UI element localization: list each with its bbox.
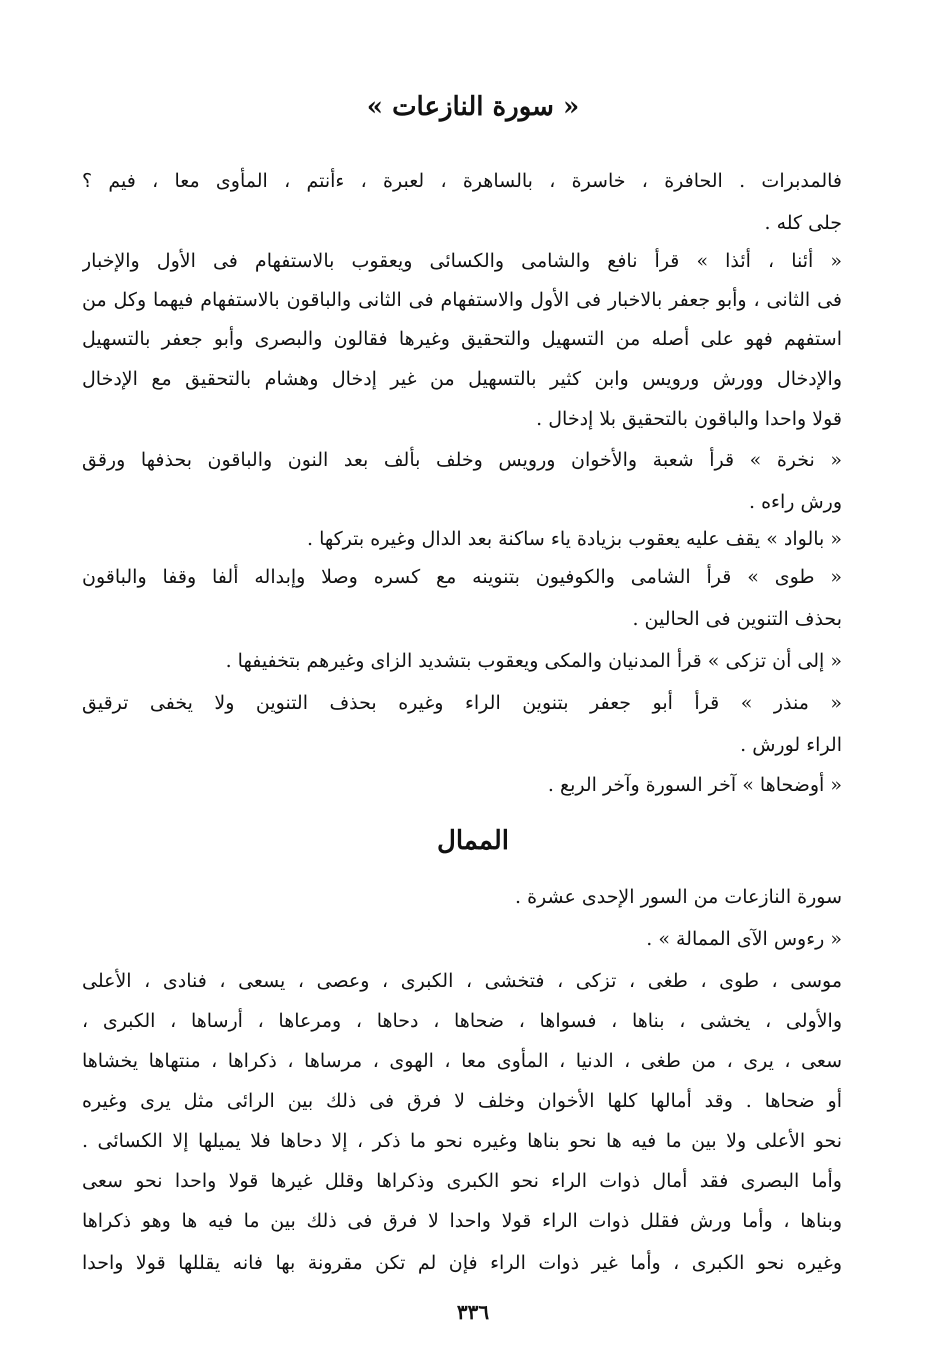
page-number: ٣٣٦: [456, 1300, 490, 1324]
text-line-9: ورش راءه .: [748, 491, 842, 513]
text-line-2: جلى كله .: [764, 212, 842, 234]
text-line-6: والإدخال وورش ورويس وابن كثير بالتسهيل من غير إدخال وهشام بالتحقيق مع الإدخال: [82, 368, 842, 390]
text-line-11: « طوى » قرأ الشامى والكوفيون بتنوينه مع كسره وصلا وإبداله ألفا وقفا والباقون: [82, 566, 842, 588]
text-line-1: فالمدبرات . الحافرة ، خاسرة ، بالساهرة ، لعبرة ، ءأنتم ، المأوى معا ، فيم ؟: [82, 170, 842, 192]
text-line-17: سورة النازعات من السور الإحدى عشرة .: [515, 886, 842, 908]
text-line-22: أو ضحاها . وقد أمالها كلها الأخوان وخلف لا فرق فى ذلك بين الرائى مثل يرى وغيره: [82, 1090, 842, 1112]
text-line-8: « نخرة » قرأ شعبة والأخوان ورويس وخلف بألف بعد النون والباقون بحذفها ورقق: [82, 449, 842, 471]
text-line-19: موسى ، طوى ، طغى ، تزكى ، فتخشى ، الكبرى ، وعصى ، يسعى ، فنادى ، الأعلى: [82, 970, 842, 992]
text-line-23: نحو الأعلى ولا بين ما فيه ها نحو بناها وغيره نحو ما ذكر ، إلا دحاها فلا يميلها إلا الكسائى .: [82, 1130, 842, 1152]
text-line-5: استفهم فهو على أصله من التسهيل والتحقيق وغيرها فقالون والبصرى وأبو جعفر بالتسهيل: [82, 328, 842, 350]
text-line-14: « منذر » قرأ أبو جعفر بتنوين الراء وغيره بحذف التنوين ولا يخفى ترقيق: [82, 692, 842, 714]
text-line-18: « رءوس الآى الممالة » .: [646, 928, 842, 950]
surah-title: « سورة النازعات »: [366, 92, 580, 122]
text-line-10: « بالواد » يقف عليه يعقوب بزيادة ياء ساكنة بعد الدال وغيره بتركها .: [307, 528, 842, 550]
text-line-4: فى الثانى ، وأبو جعفر بالاخبار فى الأول والاستفهام فى الثانى والباقون بالاستفهام فيهما وكل من: [82, 289, 842, 311]
text-line-3: « أئنا ، أئذا » قرأ نافع والشامى والكسائى ويعقوب بالاستفهام فى الأول والإخبار: [82, 250, 842, 272]
text-line-16: « أوضحاها » آخر السورة وآخر الربع .: [547, 774, 842, 796]
text-line-26: وغيره نحو الكبرى ، وأما غير ذوات الراء فإن لم تكن مقرونة بها فانه يقللها قولا واحدا: [82, 1252, 842, 1274]
text-line-24: وأما البصرى فقد أمال ذوات الراء نحو الكبرى وذكراها وقلل غيرها قولا واحدا نحو سعى: [82, 1170, 842, 1192]
text-line-15: الراء لورش .: [740, 734, 842, 756]
section-heading-mumal: الممال: [436, 826, 510, 856]
text-line-20: والأولى ، يخشى ، بناها ، فسواها ، ضحاها ، دحاها ، ومرعاها ، أرساها ، الكبرى ،: [82, 1010, 842, 1032]
text-line-7: قولا واحدا والباقون بالتحقيق بلا إدخال .: [536, 408, 842, 430]
text-line-13: « إلى أن تزكى » قرأ المدنيان والمكى ويعقوب بتشديد الزاى وغيرهم بتخفيفها .: [225, 650, 842, 672]
text-line-21: سعى ، يرى ، من طغى ، الدنيا ، المأوى معا ، الهوى ، مرساها ، ذكراها ، منتهاها يخشاها: [82, 1050, 842, 1072]
text-line-25: وبناها ، وأما ورش فقلل ذوات الراء قولا واحدا لا فرق فى ذلك بين ما فيه ها وهو ذكراها: [82, 1210, 842, 1232]
text-line-12: بحذف التنوين فى الحالين .: [632, 608, 842, 630]
